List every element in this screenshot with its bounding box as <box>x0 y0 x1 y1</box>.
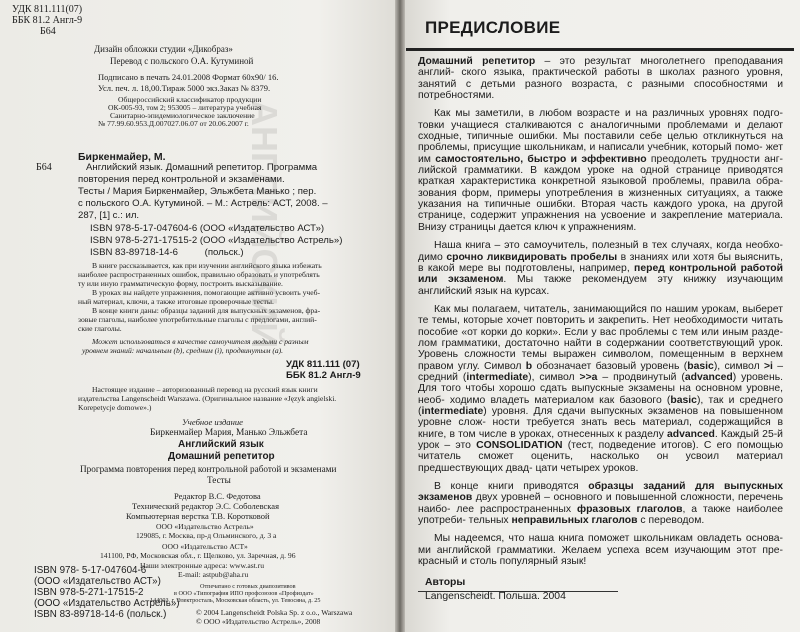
email-line: E-mail: astpub@aha.ru <box>178 570 249 579</box>
classifier-4: № 77.99.60.953.Д.007027.06.07 от 20.06.2007 г. <box>98 119 249 128</box>
preface-paragraph <box>418 240 783 297</box>
classifier-1: Общероссийский классификатор продукции <box>118 95 262 104</box>
preface-paragraph <box>418 304 783 474</box>
text-run: ), так и среднего ( <box>418 394 783 417</box>
bold-phrase: неправильных глаголов <box>511 515 638 527</box>
print-info-2: Усл. печ. л. 18,00.Тираж 5000 экз.Заказ № 8379. <box>98 83 271 93</box>
publisher-astrel: ООО «Издательство Астрель» <box>156 522 254 531</box>
editor: Редактор В.С. Федотова <box>174 491 261 501</box>
preface-paragraph <box>418 481 783 526</box>
text-run: – продвинутый ( <box>597 371 685 383</box>
bold-phrase: образцы заданий для выпускных экзаменов <box>418 481 783 504</box>
annotation-line: зовые глаголы, наиболее употребительные глаголы с предлогами, англий- <box>78 315 317 324</box>
catalog-line: 287, [1] с.: ил. <box>78 210 140 221</box>
book-title: Английский язык <box>178 439 264 450</box>
bold-phrase: >>a <box>579 371 598 383</box>
annotation-line: наиболее распространенных ошибок, правильно образовать и употреблять <box>78 270 320 279</box>
publisher-ast-address: 141100, РФ, Московская обл., г. Щелково, ул. Заречная, д. 96 <box>100 551 296 560</box>
isbn-bottom: ISBN 978-5-271-17515-2 <box>34 587 144 598</box>
translation-note: издательства Langenscheidt Warszawa. (Оригинальное название «Język angielski. <box>78 394 337 403</box>
title-rule <box>406 48 794 51</box>
isbn-bottom: (ООО «Издательство Астрель») <box>34 598 180 609</box>
program-line: Тесты <box>207 475 231 485</box>
text-run: с переводом. <box>637 515 705 527</box>
classifier-3: Санитарно-эпидемиологическое заключение <box>110 111 255 120</box>
text-run: ) уровня. Для сдачи выпускных экзаменов на повышенном уровне слож- ности требуется знать весь материал, содержащийся в книге, в том числе в уроках, отнесенных к разделу <box>418 405 783 440</box>
translation-note: Настоящее издание – авторизованный перевод на русский язык книги <box>92 385 318 394</box>
text-run: обозначает базовый уровень ( <box>532 360 688 372</box>
text-run: в знаниях или хотя бы выяснить, в какой мере вы подготовлены, например, <box>418 251 783 274</box>
program-line: Программа повторения перед контрольной работой и экзаменами <box>80 464 337 474</box>
printer-line: 144003, г. Электросталь, Московская область, ул. Тевосяна, д. 25 <box>150 597 321 604</box>
bold-phrase: basic <box>687 360 714 372</box>
text-run: . Мы также рекомендуем эту книжку изучающим английский язык на курсах. <box>418 274 783 297</box>
translation-note: Korepetycje domowe».) <box>78 403 152 412</box>
isbn-bottom: (ООО «Издательство АСТ») <box>34 576 161 587</box>
catalog-code: Б64 <box>36 162 52 173</box>
cover-credit: Дизайн обложки студии «Дикобраз» <box>94 44 233 54</box>
publisher-astrel-address: 129085, г. Москва, пр-д Ольминского, д. 3 а <box>136 531 277 540</box>
bold-phrase: перед контрольной работой или экзаменом <box>418 262 783 286</box>
bold-phrase: intermediate <box>421 405 484 417</box>
self-study-note: уровнем знаний: начальным (b), средним (i), продвинутым (a). <box>82 346 284 355</box>
catalog-line: повторения перед контрольной и экзаменами. <box>78 174 285 185</box>
book-authors: Биркенмайер Мария, Манько Эльжбета <box>150 428 308 438</box>
text-run: преодолеть трудности анг- лийской грамматики. В каждом уроке на одной странице приводятся краткая характеристика конкретной языковой проблемы, правила обра- зования форм, примеры употребления в жизненных ситуациях, а также указания на типичные ошибки. Вторая часть каждого урока, на другой странице, содержит упражнения на усвоение и закрепление материала. Внизу страницы дается ключ к упражнениям. <box>418 153 783 233</box>
show-through: АНГЛИЙСКИЙ <box>244 100 285 349</box>
copyright-line: © 2004 Langenscheidt Polska Sp. z o.o., Warszawa <box>196 608 353 617</box>
book-subtitle: Домашний репетитор <box>168 451 275 462</box>
book-gutter <box>395 0 405 632</box>
printer-line: в ООО «Типография ИПО профсоюзов «Профиздат» <box>174 590 314 597</box>
bold-phrase: intermediate <box>466 371 529 383</box>
bold-phrase: basic <box>670 394 697 406</box>
publisher-ast: ООО «Издательство АСТ» <box>162 542 248 551</box>
text-run: (тест, подведение итогов). С его помощью читатель сможет оценить, насколько он усвоил материал предшествующих двад- цати четырех уроков. <box>418 440 783 474</box>
bold-phrase: самостоятельно, быстро и эффективно <box>435 153 647 165</box>
annotation-line: ские глаголы. <box>78 324 122 333</box>
bold-phrase: advanced <box>666 428 715 440</box>
signature-label: Авторы <box>425 577 466 588</box>
bold-phrase: b <box>525 360 533 372</box>
bold-phrase: фразовых глаголов <box>576 503 683 515</box>
catalog-line: с польского О.А. Кутуминой. – М.: Астрель: АСТ, 2008. – <box>78 198 328 209</box>
layout-credit: Компьютерная верстка Т.В. Коротковой <box>126 511 270 521</box>
preface-paragraph <box>418 108 783 233</box>
signature <box>425 576 765 604</box>
text-run: Наша книга – это самоучитель, полезный в тех случаях, когда необхо- димо <box>418 240 783 263</box>
isbn-bottom: ISBN 978- 5-17-047604-6 <box>34 565 147 576</box>
udk-top: УДК 811.111(07) <box>12 4 83 15</box>
text-run: ), символ <box>713 360 764 372</box>
isbn-catalog: ISBN 978-5-271-17515-2 (ООО «Издательство Астрель») <box>90 235 343 246</box>
text-run: В конце книги приводятся <box>434 481 589 493</box>
text-run: , а также наиболее употреби- тельных <box>418 503 784 527</box>
edition-type: Учебное издание <box>182 417 243 427</box>
annotation-line: В книге рассказывается, как при изучении английского языка избежать <box>92 261 322 270</box>
print-info-1: Подписано в печать 24.01.2008 Формат 60х90/ 16. <box>98 72 279 82</box>
text-run: Как мы полагаем, читатель, занимающийся по нашим урокам, выберет те темы, которые хочет повторить и закрепить. Нет необходимости читать пособие «от корки до корки». Если у вас проблемы с тем или иным разде- лом грамматики, достаточно найти в содержании соответствующий урок. Уровень сложности темы выражен символом, помещенным в верхнем правом углу. Символ <box>418 303 783 372</box>
text-run: – средний ( <box>418 360 784 383</box>
self-study-note: Может использоваться в качестве самоучителя людьми с разным <box>92 337 309 346</box>
bold-phrase: Домашний репетитор <box>418 56 536 67</box>
text-run: двух уровней – основного и повышенной сложности, перечень наибо- лее распространенных <box>418 492 783 515</box>
catalog-line: Тесты / Мария Биркенмайер, Эльжбета Манько ; пер. <box>78 186 317 197</box>
annotation-line: ту или иную грамматическую форму, построить высказывание. <box>78 279 283 288</box>
classifier-2: ОК-005-93, том 2; 953005 – литература учебная <box>108 103 262 112</box>
annotation-line: В уроках вы найдете упражнения, помогающие активно усвоить учеб- <box>92 288 320 297</box>
text-run: . Каждый 25-й урок – это <box>418 428 783 451</box>
printer-line: Отпечатано с готовых диапозитивов <box>200 583 296 590</box>
preface-title: ПРЕДИСЛОВИЕ <box>425 18 561 37</box>
text-run: ), символ <box>528 371 580 383</box>
code-top: Б64 <box>40 26 56 37</box>
author-heading: Биркенмайер, М. <box>78 151 166 163</box>
preface-body <box>418 56 783 574</box>
translation-credit: Перевод с польского О.А. Кутуминой <box>110 56 254 66</box>
text-run: Мы надеемся, что наша книга поможет школьникам овладеть основа- ми английской грамматики. Желаем успеха всем изучающим этот пре- красный и столь популярный язык! <box>418 533 783 568</box>
email-line: Наши электронные адреса: www.ast.ru <box>140 561 264 570</box>
isbn-catalog: ISBN 978-5-17-047604-6 (ООО «Издательство АСТ») <box>90 223 325 234</box>
bbk-bottom: ББК 81.2 Англ-9 <box>286 370 361 381</box>
udk-bottom: УДК 811.111 (07) <box>286 359 360 370</box>
text-run: ) уровень. Для того чтобы хорошо сдать выпускные экзамены на основном уровне, необ- ходимо владеть материалом как базового ( <box>418 371 784 406</box>
annotation-line: В конце книги даны: образцы заданий для выпускных экзаменов, фра- <box>92 306 321 315</box>
text-run: – это результат многолетнего преподавания англий- ского языка, практической работы в школах разного уровня, занятий с детьми разного возраста, с разными способностями и потребностями. <box>418 56 783 102</box>
bbk-top: ББК 81.2 Англ-9 <box>12 15 83 26</box>
bold-phrase: advanced <box>684 371 733 383</box>
annotation-line: ный материал, ключи, а также итоговые проверочные тесты. <box>78 297 274 306</box>
text-run: Как мы заметили, в любом возрасте и на различных уровнях подго- товки учащиеся сталкиваются с аналогичными проблемами и делают сходные, типичные ошибки. Мы поставили себе целью откликнуться на проблемы, присущие школьникам, и написали учебник, который помо- жет им <box>418 108 783 165</box>
technical-editor: Технический редактор Э.С. Соболевская <box>132 501 279 511</box>
copyright-line: © ООО «Издательство Астрель», 2008 <box>196 617 321 626</box>
isbn-catalog: ISBN 83-89718-14-6 (польск.) <box>90 247 244 258</box>
bold-phrase: CONSOLIDATION <box>476 440 563 451</box>
preface-paragraph <box>418 56 783 101</box>
signature-text: Langenscheidt. Польша. 2004 <box>425 591 566 602</box>
isbn-bottom: ISBN 83-89718-14-6 (польск.) <box>34 609 167 620</box>
catalog-line: Английский язык. Домашний репетитор. Программа <box>86 162 318 173</box>
preface-paragraph <box>418 533 783 567</box>
bold-phrase: >i <box>763 360 773 372</box>
bold-phrase: срочно ликвидировать пробелы <box>446 251 618 263</box>
